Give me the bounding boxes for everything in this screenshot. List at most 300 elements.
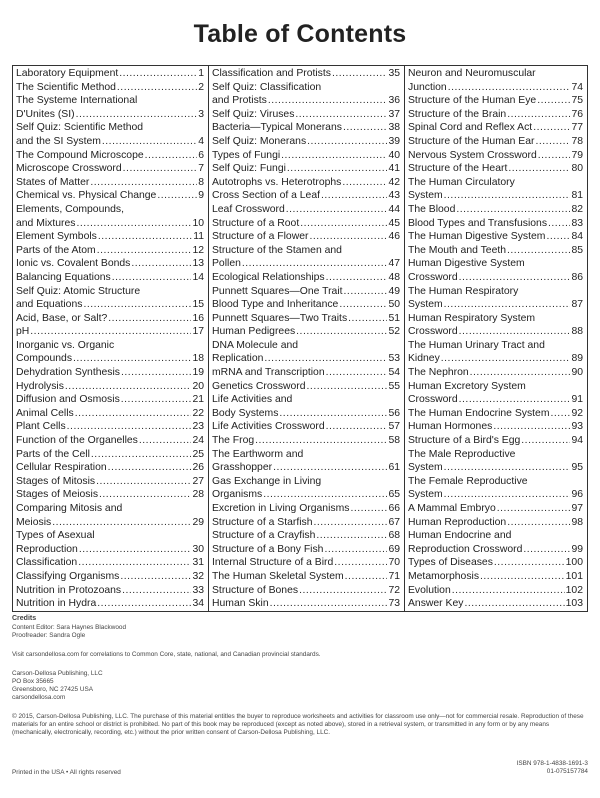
toc-page-number: 83 (571, 217, 583, 229)
dot-leader (470, 366, 571, 380)
toc-page-number: 15 (192, 299, 204, 311)
toc-entry-title: Structure of a Root (212, 217, 300, 229)
toc-page-number: 90 (571, 367, 583, 379)
toc-entry (16, 271, 204, 285)
toc-entry-line (408, 488, 583, 502)
toc-entry (212, 597, 400, 611)
toc-page-number: 53 (388, 353, 400, 365)
toc-entry (16, 475, 204, 489)
toc-entry-line (408, 516, 583, 530)
dot-leader (452, 584, 565, 598)
toc-page-number: 11 (193, 231, 204, 243)
toc-entry (212, 529, 400, 543)
toc-entry-title: Structure of the Human Ear (408, 135, 535, 147)
toc-entry (408, 502, 583, 516)
toc-entry-title: Comparing Mitosis and (16, 503, 123, 514)
dot-leader (459, 271, 571, 285)
toc-page-number: 49 (388, 285, 400, 297)
toc-page-number: 92 (571, 407, 583, 419)
dot-leader (90, 176, 197, 190)
toc-entry-title: The Male Reproductive (408, 448, 516, 460)
toc-page-number: 54 (388, 367, 400, 379)
toc-entry-line (16, 420, 204, 434)
toc-entry-line (212, 121, 400, 135)
toc-entry-title: Types of Fungi (212, 149, 281, 161)
toc-entry-line (16, 298, 204, 312)
toc-entry-title: Excretion in Living Organisms (212, 503, 350, 514)
isbn-number: ISBN 978-1-4838-1691-3 (516, 760, 588, 767)
toc-entry-title: Human Respiratory System (408, 312, 536, 324)
toc-page-number: 94 (571, 435, 583, 447)
address-line: Greensboro, NC 27425 USA (12, 686, 93, 693)
toc-entry-line (212, 271, 400, 285)
toc-entry-line (212, 529, 400, 543)
page-title: Table of Contents (193, 20, 407, 48)
toc-entry-line (16, 217, 204, 231)
toc-entry-line (408, 135, 583, 149)
toc-entry-title: Acid, Base, or Salt? (16, 312, 108, 324)
toc-entry-line (408, 285, 583, 299)
toc-page-number: 81 (571, 190, 583, 202)
toc-entry (408, 380, 583, 407)
address-line: carsondellosa.com (12, 694, 66, 701)
toc-entry-title: Reproduction Crossword (408, 543, 523, 555)
toc-entry-title: The Human Skeletal System (212, 570, 344, 582)
toc-entry-title: Pollen (212, 258, 241, 270)
dot-leader (270, 597, 388, 611)
toc-entry (408, 529, 583, 556)
toc-entry-title: Evolution (408, 584, 451, 596)
toc-entry-title: Metamorphosis (408, 570, 480, 582)
toc-entry-title: System (408, 190, 443, 202)
toc-entry (16, 529, 204, 556)
dot-leader (296, 325, 387, 339)
toc-entry (16, 81, 204, 95)
toc-entry (16, 584, 204, 598)
toc-entry-title: Gas Exchange in Living (212, 475, 322, 487)
toc-page-number: 77 (571, 122, 583, 134)
toc-entry (212, 298, 400, 312)
visit-note: Visit carsondellosa.com for correlations to Common Core, state, national, and Canadian provincial standards. (12, 651, 321, 658)
toc-page-number: 56 (388, 407, 400, 419)
toc-entry-line (212, 108, 400, 122)
dot-leader (102, 135, 197, 149)
toc-page-number: 89 (571, 353, 583, 365)
dot-leader (344, 285, 388, 299)
toc-entry-title: Stages of Mitosis (16, 475, 96, 487)
toc-entry-title: DNA Molecule and (212, 339, 299, 351)
toc-entry-title: The Scientific Method (16, 81, 116, 93)
toc-entry-line (408, 244, 583, 258)
toc-entry-line (16, 189, 204, 203)
toc-entry (408, 149, 583, 163)
dot-leader (334, 556, 387, 570)
toc-page-number: 72 (388, 584, 400, 596)
toc-page-number: 29 (192, 516, 204, 528)
toc-entry-line (16, 380, 204, 394)
dot-leader (326, 420, 388, 434)
toc-entry-line (16, 271, 204, 285)
toc-entry-title: Self Quiz: Viruses (212, 108, 295, 120)
toc-entry-line (16, 584, 204, 598)
toc-entry-line (16, 94, 204, 108)
toc-page-number: 71 (388, 570, 400, 582)
toc-entry (212, 434, 400, 448)
toc-entry-line (212, 312, 400, 326)
toc-entry-title: Function of the Organelles (16, 435, 138, 447)
toc-entry-line (408, 176, 583, 190)
toc-entry-line (212, 543, 400, 557)
dot-leader (314, 516, 388, 530)
toc-entry-title: Human Endocrine and (408, 530, 512, 542)
toc-entry-line (16, 339, 204, 353)
toc-entry-title: Life Activities Crossword (212, 421, 325, 433)
toc-page-number: 76 (571, 108, 583, 120)
toc-entry (408, 230, 583, 244)
toc-entry-title: The Earthworm and (212, 448, 304, 460)
toc-entry (16, 257, 204, 271)
toc-entry (212, 366, 400, 380)
toc-entry (16, 149, 204, 163)
publisher-address (12, 670, 588, 702)
toc-entry (212, 217, 400, 231)
toc-entry-line (408, 461, 583, 475)
dot-leader (98, 230, 192, 244)
toc-page-number: 75 (571, 95, 583, 107)
toc-page-number: 34 (192, 598, 204, 610)
dot-leader (96, 475, 191, 489)
toc-entry-line (16, 366, 204, 380)
toc-entry (408, 217, 583, 231)
toc-entry-title: Structure of the Heart (408, 163, 508, 175)
toc-entry-line (16, 352, 204, 366)
toc-page-number: 47 (388, 258, 400, 270)
toc-page-number: 35 (388, 68, 400, 79)
toc-entry-line (408, 162, 583, 176)
dot-leader (497, 502, 571, 516)
toc-entry-title: Nutrition in Hydra (16, 598, 97, 610)
credits-heading: Credits (12, 615, 37, 622)
toc-entry-title: Diffusion and Osmosis (16, 394, 120, 406)
toc-entry-title: Classification (16, 557, 78, 569)
dot-leader (444, 298, 571, 312)
dot-leader (535, 135, 570, 149)
toc-page-number: 99 (571, 543, 583, 555)
toc-page-number: 73 (388, 598, 400, 610)
dot-leader (507, 244, 570, 258)
toc-page-number: 43 (388, 190, 400, 202)
toc-entry-line (212, 162, 400, 176)
toc-entry-title: The Human Circulatory (408, 176, 515, 188)
toc-entry-line (16, 244, 204, 258)
dot-leader (52, 516, 191, 530)
toc-page-number: 8 (198, 176, 204, 188)
toc-entry (212, 584, 400, 598)
toc-entry (212, 420, 400, 434)
toc-entry-line (408, 67, 583, 81)
toc-page-number: 46 (388, 231, 400, 243)
toc-entry-line (408, 529, 583, 543)
toc-entry-title: The Compound Microscope (16, 149, 144, 161)
toc-entry-title: Stages of Meiosis (16, 489, 99, 501)
toc-entry (212, 339, 400, 366)
toc-entry-title: Structure of the Human Eye (408, 95, 537, 107)
toc-entry-title: Structure of a Bird's Egg (408, 435, 521, 447)
toc-entry-title: Bacteria—Typical Monerans (212, 122, 342, 134)
dot-leader (533, 121, 570, 135)
toc-entry (16, 203, 204, 230)
toc-entry-line (16, 516, 204, 530)
toc-page-number: 58 (388, 435, 400, 447)
toc-entry-title: The Human Digestive System (408, 231, 546, 243)
toc-entry-title: Parts of the Atom (16, 244, 96, 256)
toc-entry-title: Punnett Squares—One Trait (212, 285, 343, 297)
toc-page-number: 69 (388, 543, 400, 555)
dot-leader (65, 380, 192, 394)
dot-leader (342, 176, 387, 190)
toc-entry-title: Internal Structure of a Bird (212, 557, 334, 569)
toc-entry (408, 556, 583, 570)
toc-page-number: 14 (192, 271, 204, 283)
toc-entry-line (408, 543, 583, 557)
toc-column-2 (208, 65, 404, 612)
dot-leader (459, 325, 571, 339)
toc-entry-line (212, 81, 400, 95)
toc-entry-line (212, 570, 400, 584)
toc-entry-title: Nutrition in Protozoans (16, 584, 122, 596)
toc-entry (212, 312, 400, 326)
toc-page-number: 78 (571, 135, 583, 147)
dot-leader (548, 217, 570, 231)
dot-leader (339, 298, 387, 312)
toc-page-number: 28 (192, 489, 204, 501)
toc-entry-line (408, 502, 583, 516)
toc-entry (408, 475, 583, 502)
toc-entry-line (16, 475, 204, 489)
address-line: PO Box 35665 (12, 678, 54, 685)
dot-leader (263, 488, 387, 502)
toc-page-number: 39 (388, 135, 400, 147)
toc-entry (16, 556, 204, 570)
dot-leader (268, 94, 388, 108)
toc-entry-line (408, 257, 583, 271)
toc-entry (212, 543, 400, 557)
toc-entry (408, 135, 583, 149)
toc-page-number: 97 (571, 503, 583, 514)
toc-entry (212, 325, 400, 339)
dot-leader (145, 149, 198, 163)
toc-page-number: 33 (192, 584, 204, 596)
toc-entry (212, 570, 400, 584)
toc-entry (16, 230, 204, 244)
toc-page-number: 25 (192, 448, 204, 460)
toc-entry-title: Life Activities and (212, 394, 293, 406)
toc-entry (212, 516, 400, 530)
toc-entry-line (212, 420, 400, 434)
dot-leader (121, 393, 192, 407)
toc-page-number: 27 (192, 475, 204, 487)
dot-leader (139, 434, 192, 448)
toc-entry-title: Self Quiz: Classification (212, 81, 322, 93)
toc-entry-line (408, 584, 583, 598)
toc-page-number: 45 (388, 217, 400, 229)
toc-page-number: 84 (571, 231, 583, 243)
dot-leader (464, 597, 564, 611)
dot-leader (493, 420, 570, 434)
toc-entry (16, 461, 204, 475)
dot-leader (91, 448, 192, 462)
dot-leader (287, 162, 388, 176)
toc-entry-title: Structure of Bones (212, 584, 299, 596)
dot-leader (448, 81, 571, 95)
dot-leader (343, 121, 387, 135)
dot-leader (76, 108, 198, 122)
dot-leader (108, 461, 192, 475)
toc-page-number: 70 (388, 557, 400, 569)
toc-entry (16, 420, 204, 434)
toc-entry (212, 149, 400, 163)
toc-entry-line (16, 434, 204, 448)
toc-entry (16, 339, 204, 366)
toc-entry-line (212, 257, 400, 271)
toc-entry-title: and Protists (212, 95, 267, 107)
toc-page-number: 93 (571, 421, 583, 433)
toc-entry-line (16, 461, 204, 475)
toc-entry (408, 108, 583, 122)
toc-entry-title: pH (16, 326, 30, 338)
toc-entry (16, 434, 204, 448)
toc-entry-title: Animal Cells (16, 407, 74, 419)
dot-leader (108, 312, 191, 326)
toc-entry (408, 434, 583, 448)
toc-page-number: 20 (192, 380, 204, 392)
toc-entry-title: Microscope Crossword (16, 163, 122, 175)
toc-entry-title: Structure of the Brain (408, 108, 507, 120)
dot-leader (122, 584, 191, 598)
toc-entry-title: The Human Urinary Tract and (408, 339, 545, 351)
toc-entry-line (408, 339, 583, 353)
proofreader: Proofreader: Sandra Ogle (12, 632, 86, 639)
toc-page-number: 86 (571, 271, 583, 283)
toc-entry-title: Genetics Crossword (212, 380, 306, 392)
toc-entry (212, 556, 400, 570)
toc-entry-line (16, 230, 204, 244)
dot-leader (332, 67, 387, 81)
dot-leader (307, 380, 388, 394)
toc-entry-line (408, 352, 583, 366)
toc-entry-title: Kidney (408, 353, 440, 365)
dot-leader (551, 407, 571, 421)
toc-entry-line (212, 352, 400, 366)
toc-entry-title: The Nephron (408, 367, 469, 379)
toc-entry (16, 502, 204, 529)
toc-entry (16, 94, 204, 121)
toc-entry-line (212, 584, 400, 598)
dot-leader (121, 366, 191, 380)
dot-leader (444, 488, 571, 502)
toc-entry-title: Structure of a Crayfish (212, 530, 316, 542)
toc-page-number: 102 (565, 584, 583, 596)
toc-entry-title: The Human Endocrine System (408, 407, 550, 419)
toc-page-number: 48 (388, 271, 400, 283)
toc-entry-line (16, 393, 204, 407)
toc-entry-line (408, 121, 583, 135)
toc-entry-line (212, 325, 400, 339)
toc-entry-title: Parts of the Cell (16, 448, 90, 460)
toc-entry-title: Human Pedigrees (212, 326, 296, 338)
dot-leader (119, 67, 197, 81)
toc-entry (408, 285, 583, 312)
toc-entry-title: The Blood (408, 203, 456, 215)
toc-page-number: 19 (192, 367, 204, 379)
toc-entry-title: Human Skin (212, 598, 269, 610)
dot-leader (345, 570, 388, 584)
toc-entry-title: Cross Section of a Leaf (212, 190, 321, 202)
toc-entry (212, 67, 400, 81)
toc-entry (16, 325, 204, 339)
toc-entry (212, 502, 400, 516)
toc-entry (408, 584, 583, 598)
toc-entry-line (212, 434, 400, 448)
dot-leader (157, 189, 197, 203)
toc-page-number: 21 (192, 394, 204, 406)
dot-leader (73, 352, 191, 366)
toc-entry-title: Element Symbols (16, 231, 97, 243)
dot-leader (546, 230, 570, 244)
toc-entry (408, 162, 583, 176)
toc-entry-line (16, 203, 204, 217)
toc-entry-line (408, 298, 583, 312)
toc-page-number: 6 (198, 149, 204, 161)
toc-entry-title: Structure of a Flower (212, 231, 309, 243)
toc-entry (408, 67, 583, 94)
toc-entry (212, 475, 400, 502)
toc-entry (16, 366, 204, 380)
toc-entry-line (408, 230, 583, 244)
dot-leader (523, 543, 570, 557)
dot-leader (299, 584, 387, 598)
toc-entry-title: Blood Type and Inheritance (212, 299, 339, 311)
dot-leader (120, 570, 191, 584)
toc-entry-line (408, 312, 583, 326)
dot-leader (326, 271, 388, 285)
toc-page-number: 100 (565, 557, 583, 569)
toc-entry-title: Human Excretory System (408, 380, 526, 392)
toc-page-number: 82 (571, 203, 583, 215)
toc-entry-line (408, 570, 583, 584)
toc-page-number: 68 (388, 530, 400, 542)
toc-entry-line (16, 162, 204, 176)
toc-page-number: 31 (192, 557, 204, 569)
toc-entry-line (212, 285, 400, 299)
toc-entry-title: The Female Reproductive (408, 475, 528, 487)
toc-entry-title: Structure of the Stamen and (212, 244, 342, 256)
dot-leader (67, 420, 192, 434)
toc-entry-line (16, 543, 204, 557)
toc-entry (212, 81, 400, 108)
toc-entry (16, 244, 204, 258)
toc-entry (16, 407, 204, 421)
toc-entry (16, 448, 204, 462)
toc-entry (212, 135, 400, 149)
toc-entry-line (212, 203, 400, 217)
toc-entry (212, 393, 400, 420)
dot-leader (307, 135, 387, 149)
toc-page-number: 36 (388, 95, 400, 107)
toc-entry-line (408, 556, 583, 570)
dot-leader (255, 434, 387, 448)
toc-entry-title: System (408, 489, 443, 501)
